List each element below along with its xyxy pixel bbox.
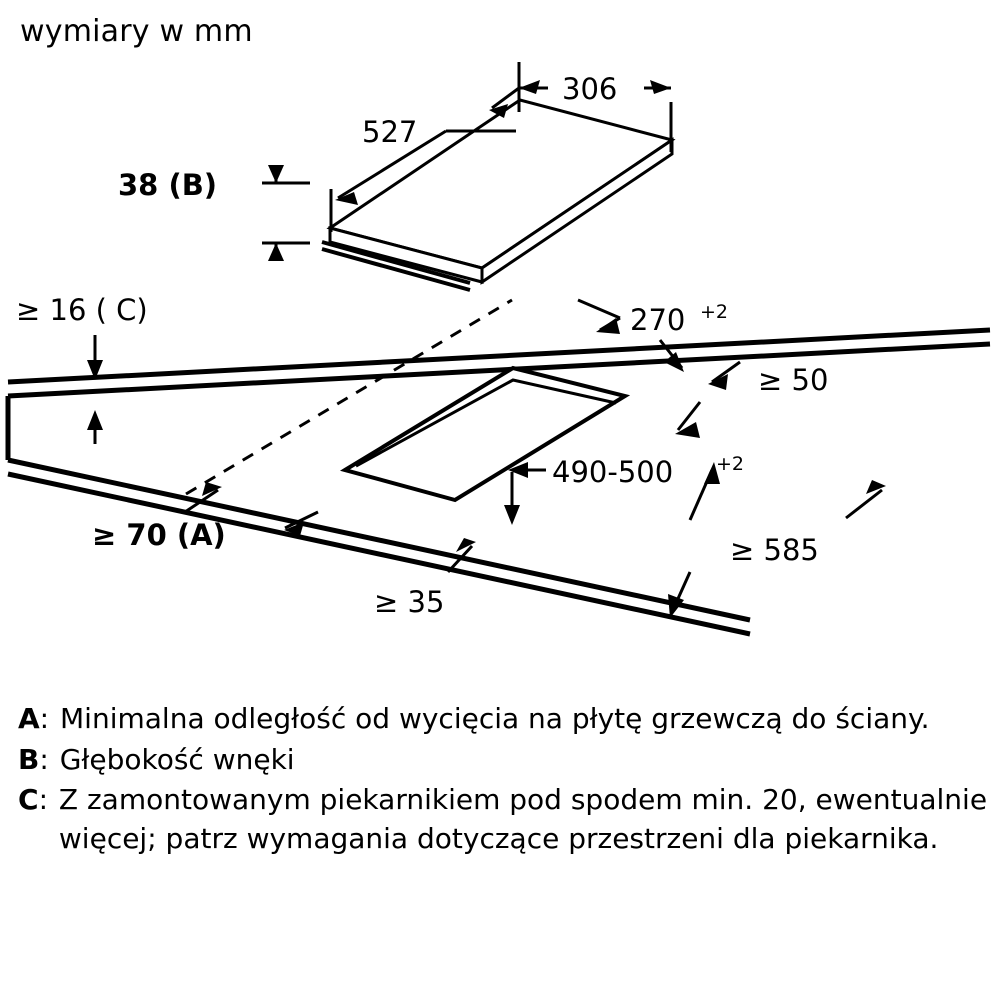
dim-490-500-label: 490-500 [552, 455, 674, 489]
dim-50 [675, 362, 740, 438]
dim-70a-label: ≥ 70 (A) [92, 518, 226, 552]
dim-270-sup: +2 [700, 301, 729, 323]
dim-16c-label: ≥ 16 ( C) [16, 293, 148, 327]
legend-key-a: A [18, 702, 40, 735]
dim-490-500-sup: +2 [716, 453, 745, 475]
dim-38b-label: 38 (B) [118, 168, 218, 202]
legend-text-c: Z zamontowanym piekarnikiem pod spodem min. 20, ewentualnie więcej; patrz wymagania dotyczące przestrzeni dla piekarnika. [58, 783, 988, 855]
legend-colon-a: : [39, 702, 59, 735]
legend-key-b: B [18, 742, 40, 776]
legend-item-b [18, 741, 988, 780]
dim-270-label: 270 [630, 303, 686, 337]
dim-527-label: 527 [362, 115, 418, 149]
dim-585-label: ≥ 585 [730, 533, 819, 567]
legend-item-c [18, 781, 988, 858]
legend-text-b: Głębokość wnęki [59, 742, 295, 776]
dim-306-label: 306 [562, 72, 618, 106]
legend-key-c: C [18, 783, 39, 817]
dim-35-label: ≥ 35 [374, 585, 445, 619]
dim-38b [262, 165, 310, 261]
legend-text-a: Minimalna odległość od wycięcia na płytę grzewczą do ściany. [60, 702, 930, 735]
dim-490-500 [504, 462, 546, 525]
dim-50-label: ≥ 50 [758, 363, 829, 397]
legend-colon-b: : [39, 742, 58, 776]
page-title: wymiary w mm [20, 14, 253, 49]
legend-item-a [18, 700, 988, 739]
legend-colon-c: : [38, 783, 57, 817]
legend [18, 700, 988, 861]
